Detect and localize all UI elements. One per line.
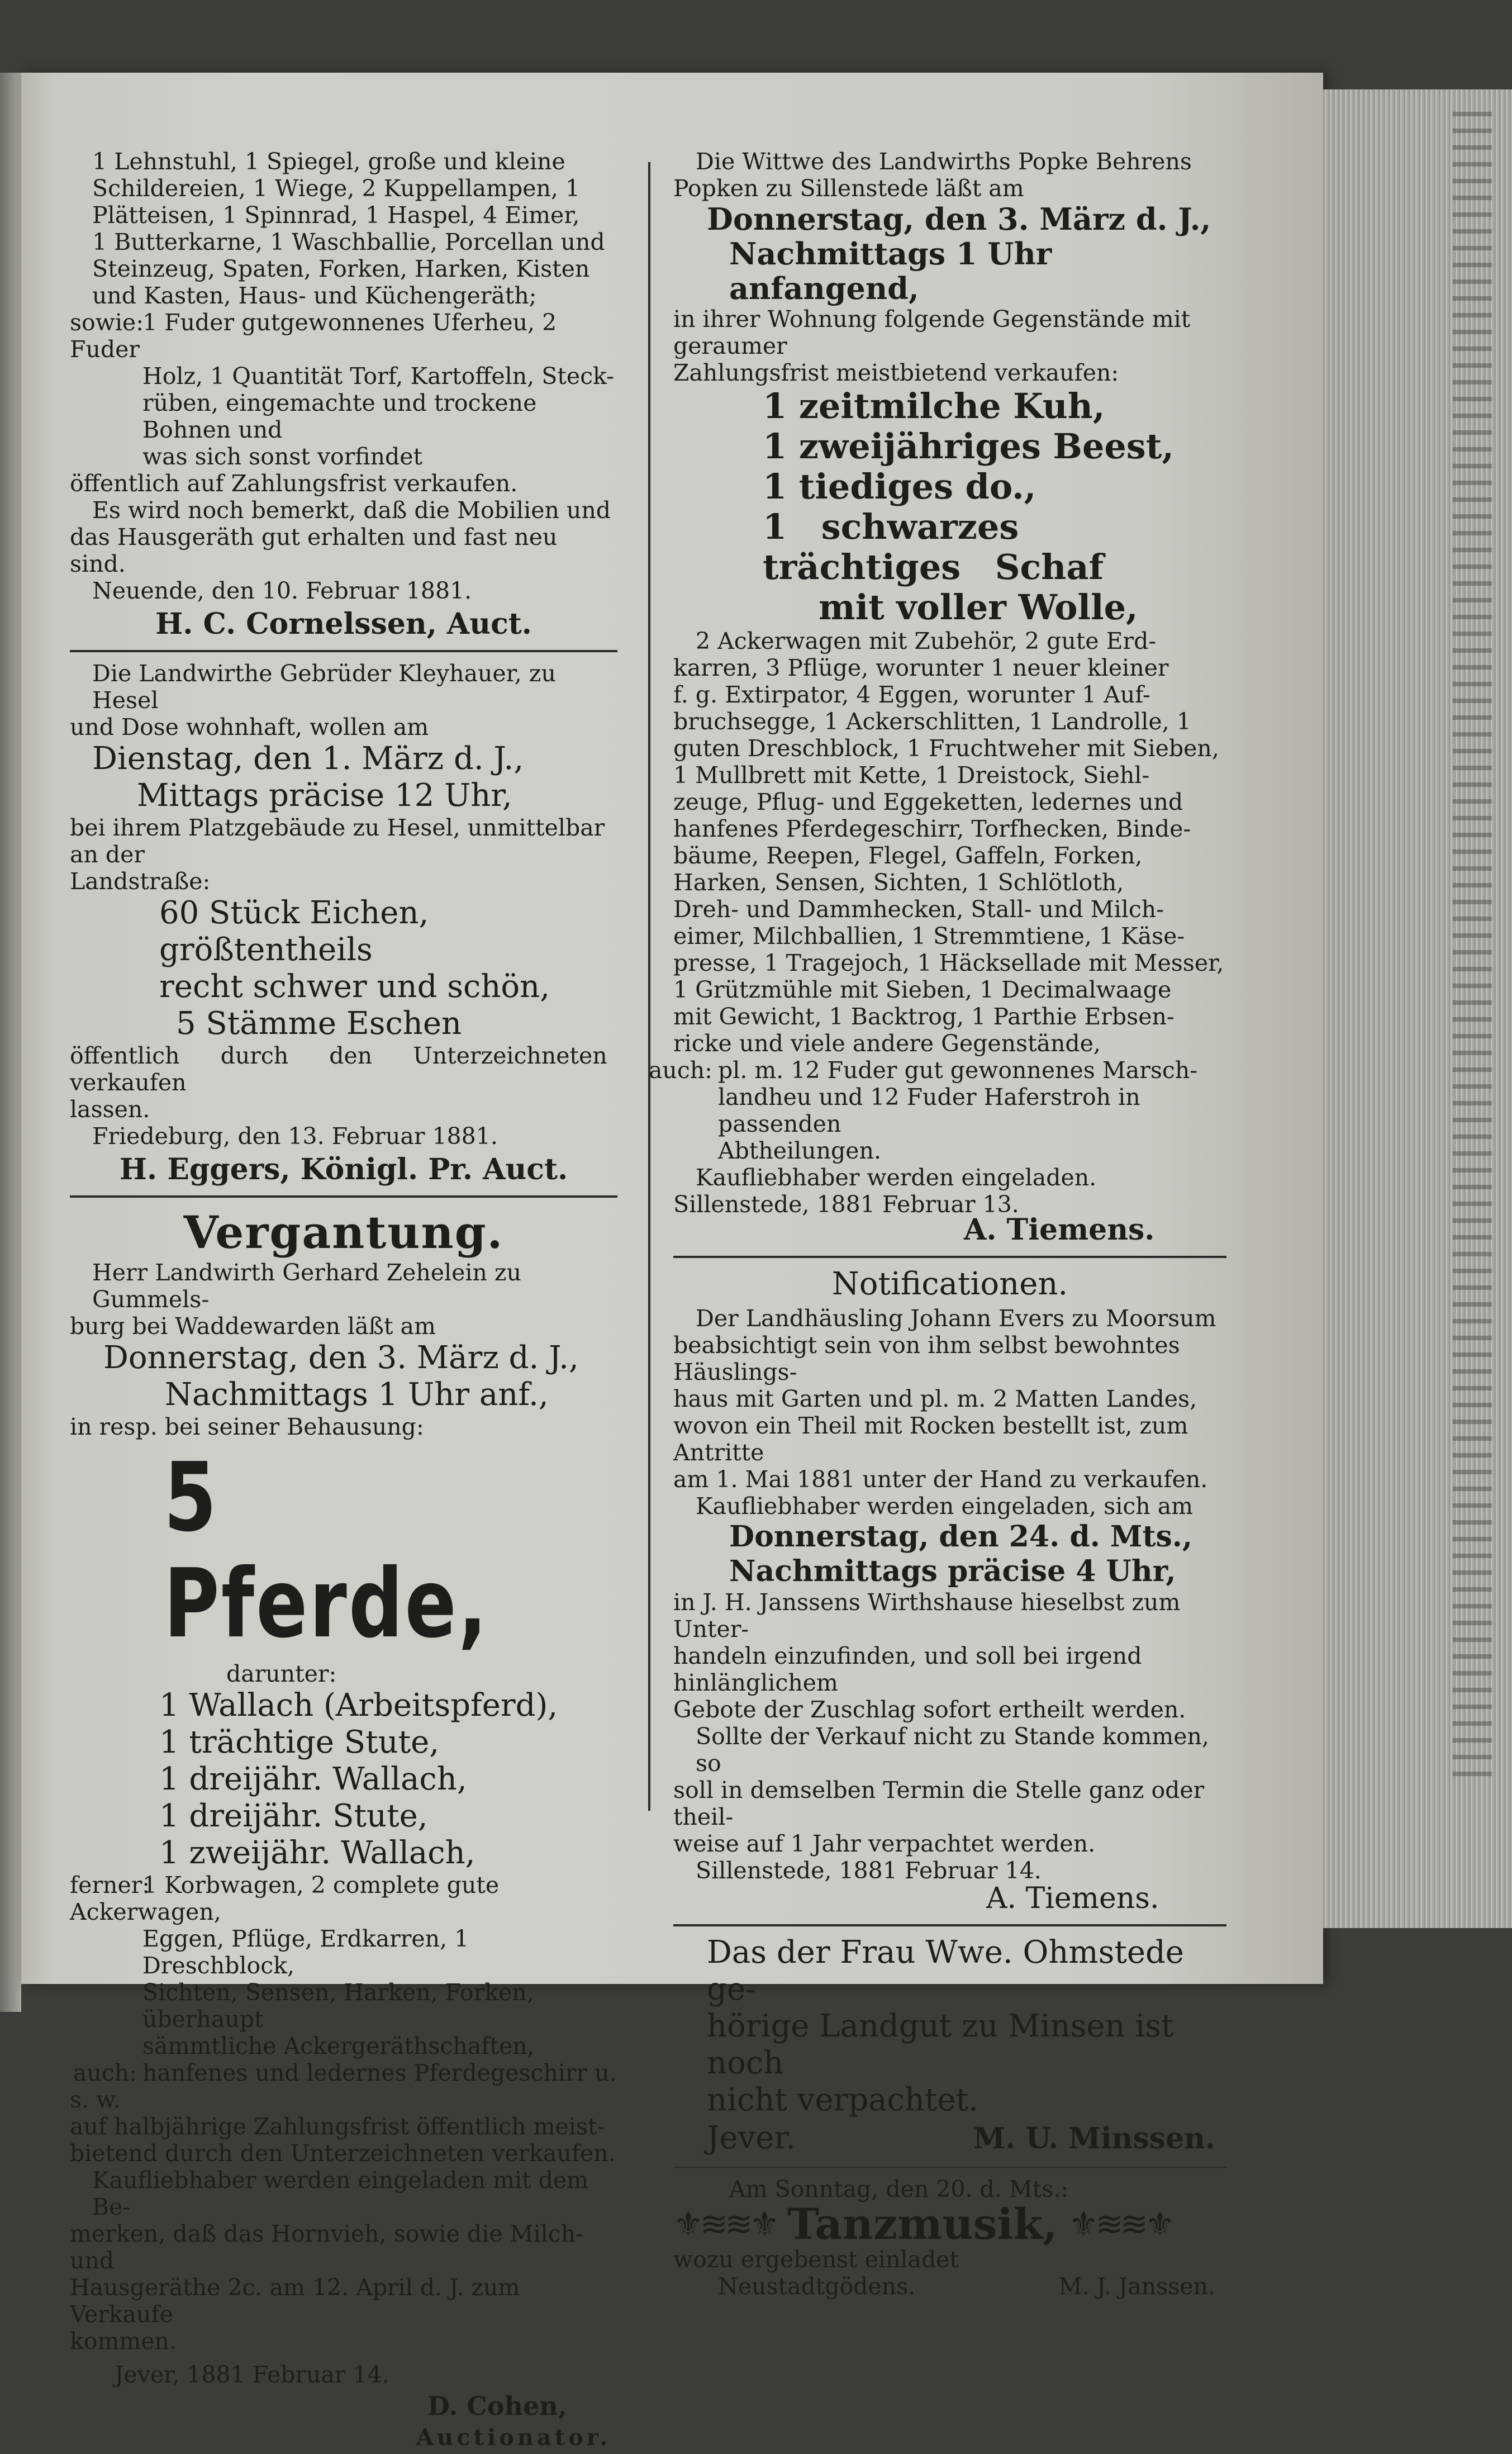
horse-item: 1 Wallach (Arbeitspferd), [159,1687,558,1724]
ad-tanzmusik [673,2176,1226,2300]
body-line: hörige Landgut zu Minsen ist noch [707,2008,1174,2081]
tanzmusik-row [673,2199,1226,2249]
terms-line: bietend durch den Unterzeichneten verkaufen. [70,2140,616,2167]
notice-line: Hausgeräthe 2c. am 12. April d. J. zum Verkaufe [70,2274,520,2328]
auction-time: Mittags präcise 12 Uhr, [137,777,512,814]
ornament-left-icon: ⚜≋≋⚜ [673,2205,777,2244]
place: Jever. [707,2120,796,2156]
body-line: nicht verpachtet. [707,2082,978,2118]
place-date: Neuende, den 10. Februar 1881. [92,577,472,604]
signature: M. U. Minssen. [973,2121,1215,2156]
auch-line: Abtheilungen. [718,1137,881,1164]
location-line: in resp. bei seiner Behausung: [70,1413,424,1440]
sowie-line: Holz, 1 Quantität Torf, Kartoffeln, Steck- [142,363,615,390]
body-line: Der Landhäusling Johann Evers zu Moorsum [696,1305,1216,1332]
notice-line: merken, daß das Hornvieh, sowie die Milch- und [70,2220,583,2274]
tanzmusik-headline: Tanzmusik, [787,2199,1058,2249]
binding-edge [1453,112,1492,1788]
item-line: presse, 1 Tragejoch, 1 Häcksellade mit Messer, [673,950,1224,976]
auch-line [648,1057,1226,1084]
signature: H. Eggers, Königl. Pr. Auct. [119,1152,568,1186]
ferner-line: Sichten, Sensen, Harken, Forken, überhaupt [142,1979,534,2033]
previous-page-edge [0,73,21,2012]
ornament-right-icon: ⚜≋≋⚜ [1068,2205,1172,2244]
auch-line: landheu und 12 Fuder Haferstroh in passenden [718,1084,1140,1137]
meeting-time: Nachmittags präcise 4 Uhr, [729,1554,1176,1588]
item-line: 1 Grützmühle mit Sieben, 1 Decimalwaage [673,976,1172,1003]
place: Neustadtgödens. [718,2273,916,2300]
ferner-text: 1 Korbwagen, 2 complete gute Ackerwagen, [70,1872,500,1925]
invite-line: wozu ergebenst einladet [673,2246,959,2273]
body-line: haus mit Garten und pl. m. 2 Matten Landes, [673,1385,1197,1412]
item-line: bruchsegge, 1 Ackerschlitten, 1 Landrolle, 1 [673,708,1191,735]
left-column [70,148,617,2454]
timber-item: 5 Stämme Eschen [176,1005,462,1042]
item-line: f. g. Extirpator, 4 Eggen, worunter 1 Auf- [673,681,1150,708]
item-line: Schildereien, 1 Wiege, 2 Kuppellampen, 1 [92,175,581,202]
intro-line: burg bei Waddewarden läßt am [70,1313,436,1340]
item-line: und Kasten, Haus- und Küchengeräth; [92,282,537,309]
ad-heading: Notificationen. [831,1266,1068,1302]
auch-label: auch: [648,1057,712,1084]
auch-text: pl. m. 12 Fuder gut gewonnenes Marsch- [718,1057,1198,1084]
pferde-headline: 5 Pferde, [164,1442,489,1659]
body-line: Kaufliebhaber werden eingeladen, sich am [696,1493,1194,1520]
auction-time: Nachmittags 1 Uhr anfangend, [729,236,1052,306]
ferner-line: sämmtliche Ackergeräthschaften, [142,2033,535,2059]
ferner-line: Eggen, Pflüge, Erdkarren, 1 Dreschblock, [142,1925,469,1979]
auction-time: Nachmittags 1 Uhr anf., [165,1376,549,1413]
terms-line: auf halbjährige Zahlungsfrist öffentlich meist- [70,2113,605,2140]
location-line: in ihrer Wohnung folgende Gegenstände mit geraumer [673,306,1191,359]
sowie-line: was sich sonst vorfindet [142,443,423,470]
intro-line: Die Wittwe des Landwirths Popke Behrens [696,148,1192,175]
column-divider [648,162,650,1811]
location-line: Zahlungsfrist meistbietend verkaufen: [673,359,1119,386]
sowie-label: sowie: [70,309,144,336]
body-line: soll in demselben Termin die Stelle ganz oder theil- [673,1777,1205,1830]
item-line: Dreh- und Dammhecken, Stall- und Milch- [673,896,1164,923]
sowie-text: 1 Fuder gutgewonnenes Uferheu, 2 Fuder [70,309,557,363]
ad-landgut [673,1934,1226,2159]
auch-label: auch: [73,2059,137,2086]
public-sale-line: öffentlich durch den Unterzeichneten verkaufen [70,1042,607,1096]
place-signature-row [673,2119,1226,2159]
body-line: wovon ein Theil mit Rocken bestellt ist, zum Antritte [673,1412,1188,1466]
item-line: Plätteisen, 1 Spinnrad, 1 Haspel, 4 Eimer, [92,202,580,229]
animal-item: 1 zeitmilche Kuh, [763,386,1105,426]
animal-item: mit voller Wolle, [819,587,1138,628]
body-line: weise auf 1 Jahr verpachtet werden. [673,1830,1096,1857]
sowie-line [70,309,617,363]
invite-line: Kaufliebhaber werden eingeladen. [696,1164,1097,1191]
ad-vergantung [70,1205,617,2452]
location-line: bei ihrem Platzgebäude zu Hesel, unmittelbar an der [70,814,605,868]
item-line: mit Gewicht, 1 Backtrog, 1 Parthie Erbsen- [673,1003,1175,1030]
item-line: 2 Ackerwagen mit Zubehör, 2 gute Erd- [696,628,1157,654]
ad-notificationen [673,1266,1226,1916]
item-line: hanfenes Pferdegeschirr, Torfhecken, Binde- [673,815,1191,842]
timber-item: recht schwer und schön, [159,969,550,1005]
separator [70,650,617,652]
public-sale-line: lassen. [70,1096,150,1123]
ad-timber-auction [70,660,617,1188]
intro-line: Popken zu Sillenstede läßt am [673,175,1024,202]
item-line: Harken, Sensen, Sichten, 1 Schlötloth, [673,869,1124,896]
signature: H. C. Cornelssen, Auct. [155,607,532,641]
signature: A. Tiemens. [964,1213,1155,1247]
notice-line: Kaufliebhaber werden eingeladen mit dem Be- [92,2167,589,2220]
place-date: Friedeburg, den 13. Februar 1881. [92,1123,498,1150]
horse-item: 1 dreijähr. Wallach, [159,1761,467,1797]
auction-date: Donnerstag, den 3. März d. J., [103,1340,579,1376]
sowie-line: rüben, eingemachte und trockene Bohnen und [142,390,537,443]
ferner-label: ferner: [70,1872,150,1898]
item-line: 1 Mullbrett mit Kette, 1 Dreistock, Siehl- [673,762,1150,789]
note-line: Es wird noch bemerkt, daß die Mobilien und [92,497,611,524]
place-signature-row [673,2273,1226,2300]
place-date: Jever, 1881 Februar 14. [115,2361,389,2388]
item-line: karren, 3 Pflüge, worunter 1 neuer kleiner [673,654,1169,681]
item-line: zeuge, Pflug- und Eggeketten, ledernes und [673,789,1183,815]
animal-item: 1 tiediges do., [763,466,1036,507]
horse-item: 1 trächtige Stute, [159,1724,440,1760]
body-line: Gebote der Zuschlag sofort ertheilt werden. [673,1696,1186,1723]
item-line: eimer, Milchballien, 1 Stremmtiene, 1 Käse- [673,923,1185,950]
right-column [648,148,1226,2300]
body-line: Das der Frau Wwe. Ohmstede ge- [707,1934,1184,2007]
body-line: beabsichtigt sein von ihm selbst bewohntes Häuslings- [673,1332,1180,1385]
separator [673,1256,1226,1258]
intro-line: Die Landwirthe Gebrüder Kleyhauer, zu Hesel [92,660,556,714]
signature-title: Auctionator. [416,2424,611,2451]
location-line: Landstraße: [70,868,211,895]
horse-item: 1 zweijähr. Wallach, [159,1835,476,1871]
ad-furniture-auction [70,148,617,642]
item-line: 1 Butterkarne, 1 Waschballie, Porcellan und [92,229,605,255]
darunter-label: darunter: [226,1660,337,1687]
place-date: Sillenstede, 1881 Februar 13. [673,1191,1019,1218]
meeting-date: Donnerstag, den 24. d. Mts., [729,1520,1192,1554]
body-line: am 1. Mai 1881 unter der Hand zu verkaufen. [673,1466,1208,1493]
item-line: 1 Lehnstuhl, 1 Spiegel, große und kleine [92,148,565,175]
ferner-line [70,1872,617,1925]
ad-widow-auction [648,148,1226,1248]
item-line: guten Dreschblock, 1 Fruchtweher mit Sieben, [673,735,1219,762]
separator [70,1195,617,1198]
body-line: Sollte der Verkauf nicht zu Stande kommen, so [696,1723,1209,1777]
body-line: in J. H. Janssens Wirthshause hieselbst zum Unter- [673,1589,1181,1643]
signature: D. Cohen, [427,2391,567,2421]
signature: A. Tiemens. [986,1882,1159,1915]
ad-heading: Vergantung. [183,1206,504,1259]
item-line: ricke und viele andere Gegenstände, [673,1030,1101,1057]
auch-text: hanfenes und ledernes Pferdegeschirr u. s. w. [70,2059,617,2113]
auction-date: Donnerstag, den 3. März d. J., [707,201,1211,237]
place-date: Sillenstede, 1881 Februar 14. [696,1857,1042,1884]
item-line: bäume, Reepen, Flegel, Gaffeln, Forken, [673,842,1143,869]
body-line: handeln einzufinden, und soll bei irgend hinlänglichem [673,1643,1142,1696]
auch-line [70,2059,617,2113]
animal-item: 1 schwarzes trächtiges Schaf [763,506,1104,587]
date-line: Am Sonntag, den 20. d. Mts.: [729,2176,1069,2203]
separator [673,2167,1226,2168]
intro-line: und Dose wohnhaft, wollen am [70,714,429,741]
intro-line: Herr Landwirth Gerhard Zehelein zu Gummels- [92,1259,521,1313]
separator [673,1924,1226,1926]
horse-item: 1 dreijähr. Stute, [159,1798,428,1834]
signature: M. J. Janssen. [1058,2273,1215,2300]
notice-line: kommen. [70,2328,177,2355]
public-sale-line: öffentlich auf Zahlungsfrist verkaufen. [70,470,518,497]
animal-item: 1 zweijähriges Beest, [763,426,1174,467]
item-line: Steinzeug, Spaten, Forken, Harken, Kisten [92,255,590,282]
auction-date: Dienstag, den 1. März d. J., [92,741,524,777]
timber-item: 60 Stück Eichen, größtentheils [159,895,429,968]
note-line: das Hausgeräth gut erhalten und fast neu sind. [70,524,558,577]
